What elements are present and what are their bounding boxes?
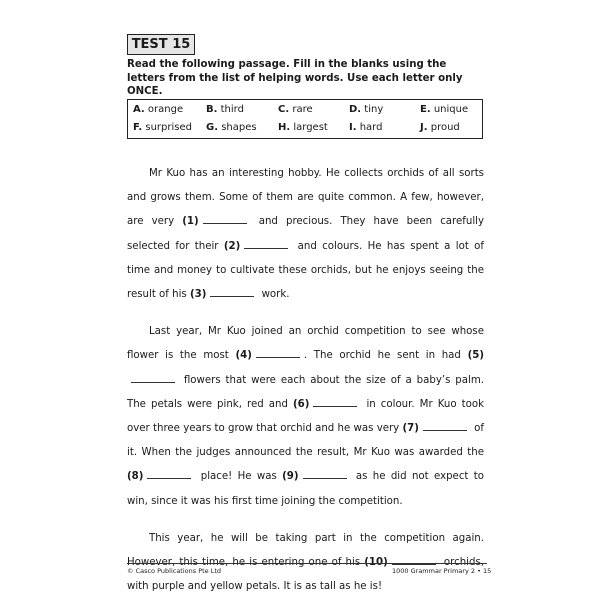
footer-divider xyxy=(127,563,487,564)
helping-word xyxy=(206,120,257,136)
word-text: proud xyxy=(430,122,460,133)
passage-text: . The orchid he sent in had xyxy=(303,350,468,362)
passage-text: This year, he will be taking part in the competition again. xyxy=(149,532,484,544)
blank-line xyxy=(210,287,254,297)
blank-line xyxy=(256,348,300,358)
word-text: unique xyxy=(433,104,469,115)
passage-text: with purple and yellow petals. It is as tall as he is! xyxy=(127,581,383,593)
blank-number: (1) xyxy=(182,216,199,228)
instructions: Read the following passage. Fill in the blanks using the letters from the list of helping words. Use each letter only ONCE. xyxy=(127,59,463,97)
word-letter: G. xyxy=(206,122,219,133)
helping-word xyxy=(420,102,468,118)
word-text: tiny xyxy=(364,104,384,115)
passage-text: work. xyxy=(258,289,290,301)
blank-line xyxy=(203,214,247,224)
word-text: rare xyxy=(292,104,313,115)
word-text: shapes xyxy=(221,122,257,133)
helping-word xyxy=(133,102,183,118)
passage-text: of it. When the judges announced the result, Mr Kuo was awarded the xyxy=(127,423,485,459)
word-text: surprised xyxy=(145,122,192,133)
footer-publisher: © Casco Publications Pte Ltd xyxy=(127,567,222,575)
blank-number: (5) xyxy=(467,350,484,362)
word-text: largest xyxy=(293,122,328,133)
blank-number: (8) xyxy=(127,471,144,483)
passage-paragraph-2 xyxy=(127,320,484,514)
blank-line xyxy=(244,239,288,249)
helping-word xyxy=(206,102,244,118)
word-letter: D. xyxy=(349,104,362,115)
passage-text: as he did not expect to win, since it was his first time joining the competition. xyxy=(127,471,484,507)
word-letter: H. xyxy=(278,122,291,133)
passage-text: in colour. Mr Kuo took over three years to grow that orchid and he was very xyxy=(127,398,484,435)
helping-word xyxy=(278,120,328,136)
word-letter: A. xyxy=(133,104,145,115)
blank-number: (2) xyxy=(223,240,241,252)
word-letter: J. xyxy=(420,122,428,133)
blank-number: (4) xyxy=(235,350,252,362)
passage-text: Last year, Mr Kuo joined an orchid competition to see whose flower is the most xyxy=(127,326,484,362)
helping-word xyxy=(349,120,382,136)
word-letter: E. xyxy=(420,104,431,115)
blank-line xyxy=(131,373,175,383)
helping-word xyxy=(420,120,460,136)
passage-text: and precious. They have been carefully selected for their xyxy=(127,216,485,252)
blank-line xyxy=(147,469,191,479)
blank-number: (3) xyxy=(189,289,207,301)
word-text: third xyxy=(220,104,244,115)
passage-paragraph-1 xyxy=(127,162,484,307)
helping-words-row xyxy=(128,102,482,118)
word-text: orange xyxy=(147,104,184,115)
blank-number: (7) xyxy=(402,423,419,435)
blank-line xyxy=(313,397,357,407)
passage-text: place! He was xyxy=(195,471,283,483)
passage-text: Mr Kuo has an interesting hobby. He collects orchids of all sorts and grows them. Some of them are quite common. A few, however, are very xyxy=(127,168,484,228)
word-text: hard xyxy=(359,122,383,133)
word-letter: I. xyxy=(349,122,357,133)
passage-text: and colours. He has spent a lot of time and money to cultivate these orchids, but he enjoys seeing the result of his xyxy=(127,240,484,301)
blank-line xyxy=(303,469,347,479)
helping-word xyxy=(349,102,383,118)
passage-text: flowers that were each about the size of a baby’s palm. The petals were pink, red and xyxy=(127,374,484,410)
word-letter: B. xyxy=(206,104,218,115)
helping-words-row xyxy=(128,120,482,136)
helping-words-box xyxy=(127,99,483,139)
blank-number: (9) xyxy=(282,471,299,483)
blank-number: (6) xyxy=(292,398,310,410)
blank-line xyxy=(423,421,467,431)
helping-word xyxy=(278,102,313,118)
footer-page-info: 1000 Grammar Primary 2 • 15 xyxy=(392,567,492,575)
helping-word xyxy=(133,120,192,136)
passage xyxy=(127,162,484,612)
test-title: TEST 15 xyxy=(127,34,195,55)
word-letter: F. xyxy=(133,122,143,133)
word-letter: C. xyxy=(278,104,290,115)
